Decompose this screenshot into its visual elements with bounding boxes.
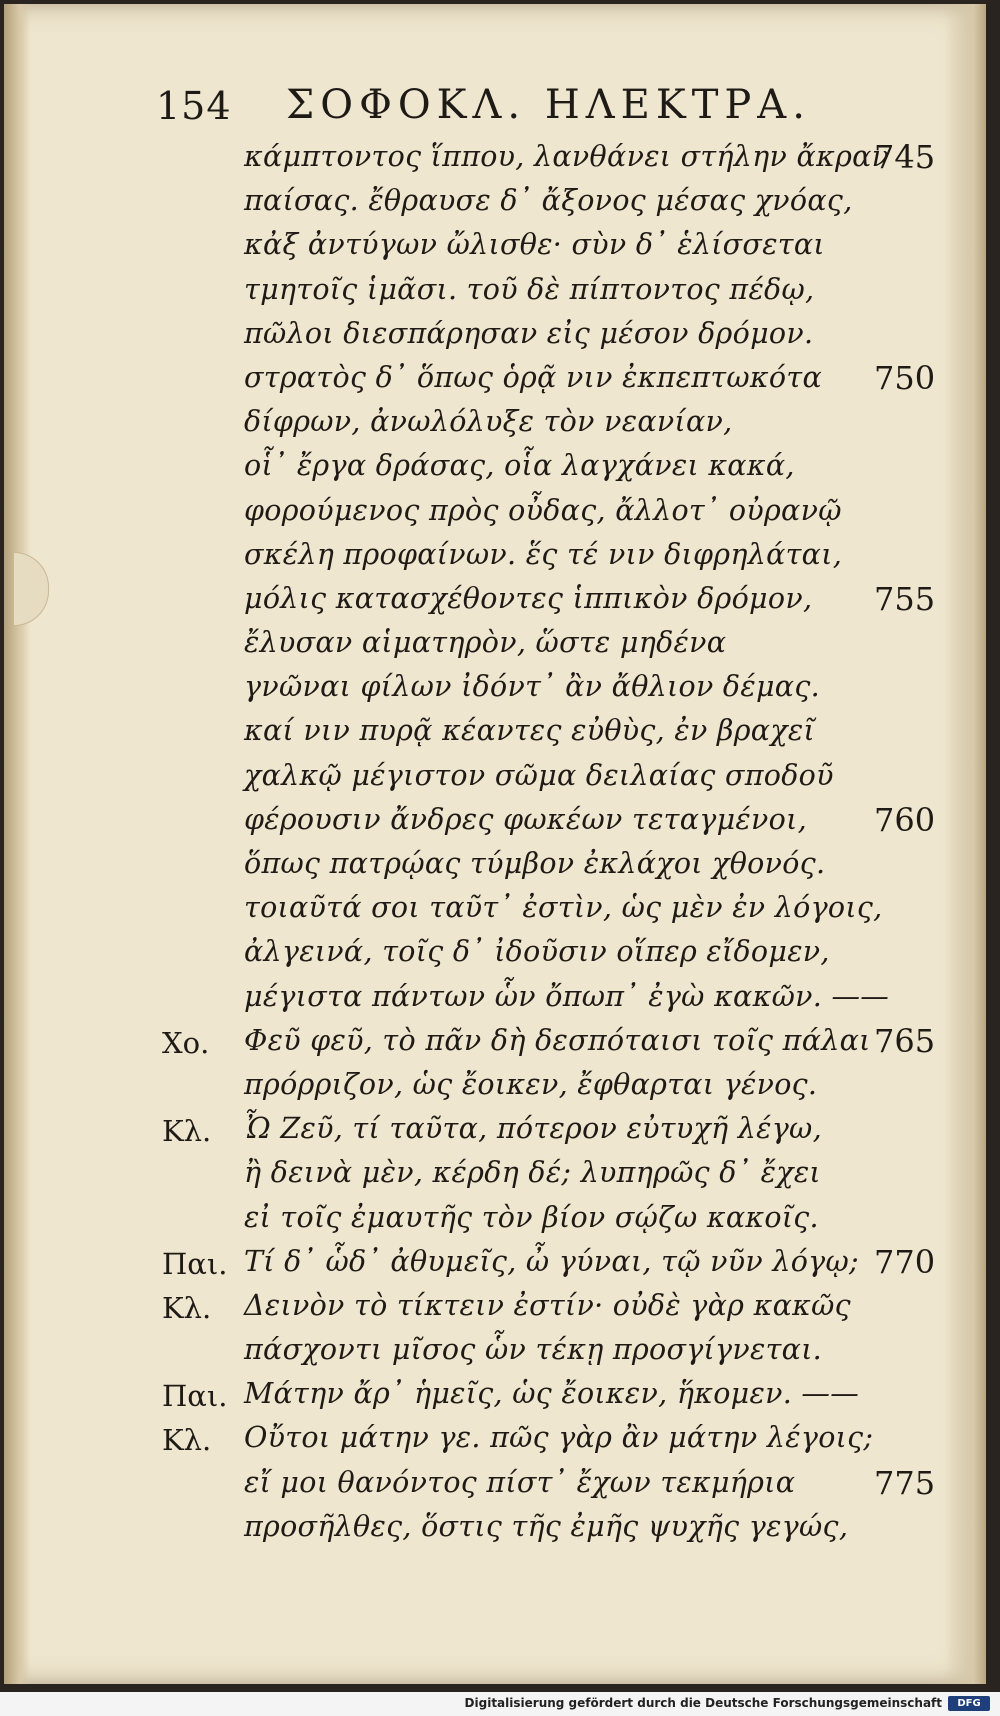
verse-text: δίφρων, ἀνωλόλυξε τὸν νεανίαν, — [244, 405, 733, 439]
verse-text: φορούμενος πρὸς οὖδας, ἄλλοτ᾽ οὐρανῷ — [244, 493, 842, 527]
page-number: 154 — [156, 84, 232, 128]
speaker-label: Χο. — [162, 1025, 210, 1060]
speaker-label: Κλ. — [162, 1290, 212, 1325]
verse-text: τμητοῖς ἱμᾶσι. τοῦ δὲ πίπτοντος πέδῳ, — [244, 272, 815, 306]
verse-line — [4, 620, 986, 664]
speaker-label: Παι. — [162, 1246, 228, 1281]
verse-line — [4, 1106, 986, 1150]
line-number: 770 — [874, 1242, 936, 1281]
verse-line — [4, 1327, 986, 1371]
verse-line — [4, 1460, 986, 1504]
verse-line — [4, 885, 986, 929]
verse-line — [4, 1062, 986, 1106]
line-number: 755 — [874, 579, 936, 618]
verse-text: Δεινὸν τὸ τίκτειν ἐστίν· οὐδὲ γὰρ κακῶς — [244, 1288, 851, 1322]
verse-line — [4, 708, 986, 752]
verse-text: κἀξ ἀντύγων ὤλισθε· σὺν δ᾽ ἑλίσσεται — [244, 228, 825, 262]
running-title: ΣΟΦΟΚΛ. ΗΛΕΚΤΡΑ. — [286, 82, 811, 128]
verse-text: φέρουσιν ἄνδρες φωκέων τεταγμένοι, — [244, 802, 807, 836]
verse-text: ἢ δεινὰ μὲν, κέρδη δέ; λυπηρῶς δ᾽ ἔχει — [244, 1156, 821, 1190]
verse-line — [4, 974, 986, 1018]
verse-text: πρόρριζον, ὡς ἔοικεν, ἔφθαρται γένος. — [244, 1067, 818, 1101]
page-header — [156, 76, 816, 136]
verse-text: γνῶναι φίλων ἰδόντ᾽ ἂν ἄθλιον δέμας. — [244, 670, 820, 704]
funding-credit: Digitalisierung gefördert durch die Deutsche Forschungsgemeinschaft — [464, 1696, 942, 1710]
verse-text: μόλις κατασχέθοντες ἱππικὸν δρόμον, — [244, 581, 813, 615]
verse-text: ἔλυσαν αἱματηρὸν, ὥστε μηδένα — [244, 626, 727, 660]
verse-text: Οὔτοι μάτην γε. πῶς γὰρ ἂν μάτην λέγοις; — [244, 1421, 874, 1455]
verse-text: στρατὸς δ᾽ ὅπως ὁρᾷ νιν ἐκπεπτωκότα — [244, 360, 822, 394]
verse-line — [4, 1239, 986, 1283]
verse-line — [4, 1283, 986, 1327]
verse-text: παίσας. ἔθραυσε δ᾽ ἄξονος μέσας χνόας, — [244, 184, 853, 218]
verse-text: Φεῦ φεῦ, τὸ πᾶν δὴ δεσπόταισι τοῖς πάλαι — [244, 1023, 871, 1057]
verse-text: σκέλη προφαίνων. ἕς τέ νιν διφρηλάται, — [244, 537, 843, 571]
verse-line — [4, 399, 986, 443]
verse-line — [4, 1371, 986, 1415]
verse-line — [4, 311, 986, 355]
verse-text: ὅπως πατρῴας τύμβον ἐκλάχοι χθονός. — [244, 847, 826, 880]
verse-text: εἴ μοι θανόντος πίστ᾽ ἔχων τεκμήρια — [244, 1465, 796, 1499]
line-number: 750 — [874, 358, 936, 397]
verse-text: πάσχοντι μῖσος ὧν τέκῃ προσγίγνεται. — [244, 1333, 823, 1367]
verse-line — [4, 355, 986, 399]
verse-text: μέγιστα πάντων ὧν ὄπωπ᾽ ἐγὼ κακῶν. —— — [244, 979, 890, 1013]
verse-text: καί νιν πυρᾷ κέαντες εὐθὺς, ἐν βραχεῖ — [244, 714, 815, 748]
verse-line — [4, 443, 986, 487]
verse-line — [4, 797, 986, 841]
verse-text: Ὦ Ζεῦ, τί ταῦτα, πότερον εὐτυχῆ λέγω, — [244, 1112, 822, 1146]
verse-line — [4, 488, 986, 532]
verse-line — [4, 1504, 986, 1548]
verse-text: χαλκῷ μέγιστον σῶμα δειλαίας σποδοῦ — [244, 758, 834, 792]
verse-line — [4, 576, 986, 620]
verse-text: πῶλοι διεσπάρησαν εἰς μέσον δρόμον. — [244, 316, 814, 350]
verse-line — [4, 267, 986, 311]
verse-text: οἷ᾽ ἔργα δράσας, οἷα λαγχάνει κακά, — [244, 449, 795, 483]
dfg-logo: DFG — [948, 1696, 990, 1711]
speaker-label: Παι. — [162, 1379, 228, 1414]
verse-line — [4, 1195, 986, 1239]
verse-text: Μάτην ἄρ᾽ ἡμεῖς, ὡς ἔοικεν, ἥκομεν. —— — [244, 1377, 860, 1411]
verse-line — [4, 664, 986, 708]
verse-line — [4, 178, 986, 222]
verse-line — [4, 929, 986, 973]
line-number: 775 — [874, 1463, 936, 1502]
verse-text: εἰ τοῖς ἐμαυτῆς τὸν βίον σῴζω κακοῖς. — [244, 1200, 819, 1234]
digitization-footer — [0, 1692, 1000, 1716]
verse-text: προσῆλθες, ὅστις τῆς ἐμῆς ψυχῆς γεγώς, — [244, 1509, 849, 1543]
line-number: 745 — [874, 138, 936, 176]
speaker-label: Κλ. — [162, 1114, 212, 1149]
verse-text-block — [4, 134, 986, 1548]
verse-line — [4, 134, 986, 178]
verse-text: τοιαῦτά σοι ταῦτ᾽ ἐστὶν, ὡς μὲν ἐν λόγοις, — [244, 891, 883, 925]
line-number: 760 — [874, 800, 936, 839]
line-number: 765 — [874, 1021, 936, 1060]
verse-line — [4, 841, 986, 885]
verse-text: κάμπτοντος ἵππου, λανθάνει στήλην ἄκραν — [244, 140, 890, 173]
verse-line — [4, 532, 986, 576]
verse-line — [4, 222, 986, 266]
verse-line — [4, 753, 986, 797]
verse-line — [4, 1150, 986, 1194]
speaker-label: Κλ. — [162, 1423, 212, 1458]
verse-text: Τί δ᾽ ὧδ᾽ ἀθυμεῖς, ὦ γύναι, τῷ νῦν λόγῳ; — [244, 1244, 859, 1278]
book-page — [4, 4, 986, 1684]
verse-text: ἀλγεινά, τοῖς δ᾽ ἰδοῦσιν οἵπερ εἴδομεν, — [244, 935, 830, 969]
verse-line — [4, 1415, 986, 1459]
verse-line — [4, 1018, 986, 1062]
